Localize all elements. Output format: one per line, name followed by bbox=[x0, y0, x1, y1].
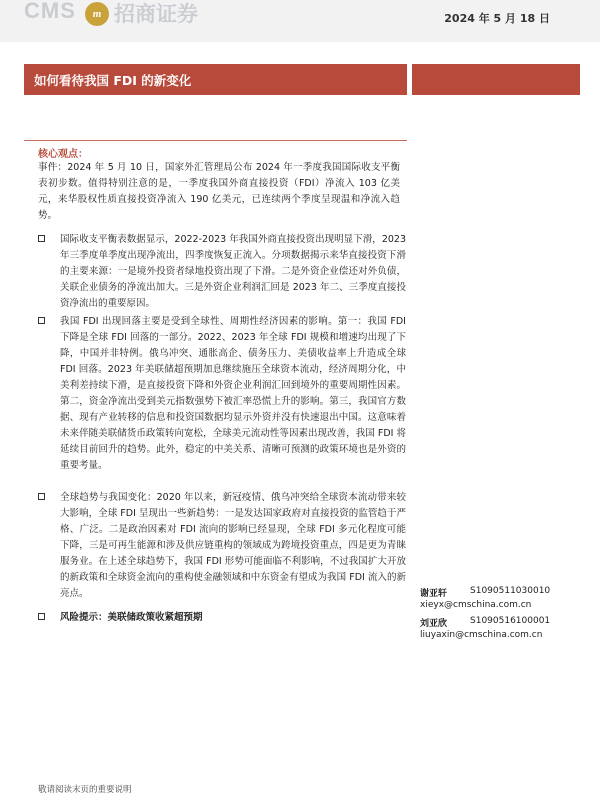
footer-disclaimer: 敬请阅读末页的重要说明 bbox=[38, 785, 132, 795]
report-title: 如何看待我国 FDI 的新变化 bbox=[34, 73, 192, 88]
analyst-email[interactable]: xieyx@cmschina.com.cn bbox=[420, 600, 532, 610]
square-bullet-icon bbox=[38, 235, 45, 242]
logo-chinese-name: 招商证券 bbox=[114, 2, 198, 26]
core-views-label: 核心观点： bbox=[38, 149, 88, 160]
analyst-license-code: S1090511030010 bbox=[470, 586, 551, 596]
event-paragraph: 事件：2024 年 5 月 10 日，国家外汇管理局公布 2024 年一季度我国国际收支平衡表初步数。值得特别注意的是，一季度我国外商直接投资（FDI）净流入 103 亿美元，来华股权性质直接投资净流入 190 亿美元，已连续两个季度呈现温和净流入趋势。 bbox=[38, 162, 400, 221]
square-bullet-icon bbox=[38, 317, 45, 324]
bullet-text: 我国 FDI 出现回落主要是受到全球性、周期性经济因素的影响。第一：我国 FDI 下降是全球 FDI 回落的一部分。2022、2023 年全球 FDI 规模和增速均出现了下降，中国并非特例。俄乌冲突、通胀高企、债务压力、美债收益率上升造成全球 FDI 回落。2023 年美联储超预期加息继续施压全球资本流动，经济周期分化，中美利差持续下滑，是直接投资下降和外资企业利润汇回到境外的重要周期性因素。第二，资金净流出受到美元指数强势下被汇率恐慌上升的影响。第三，我国官方数据、现有产业转移的信息和投资国数据均显示外资并没有快速退出中国。这意味着未来伴随美联储货币政策转向宽松，全球美元流动性等因素出现改善，我国 FDI 将延续目前回升的趋势。此外，稳定的中美关系、清晰可预测的政策环境也是外资的重要考量。 bbox=[60, 316, 406, 471]
analyst-1-name-line bbox=[420, 586, 551, 599]
title-bar bbox=[24, 64, 407, 95]
analyst-name: 谢亚轩 bbox=[420, 589, 448, 599]
page-header bbox=[0, 0, 600, 42]
risk-warning: 风险提示：美联储政策收紧超预期 bbox=[60, 612, 203, 623]
bullet-text: 国际收支平衡表数据显示，2022-2023 年我国外商直接投资出现明显下滑，2023 年三季度单季度出现净流出，四季度恢复正流入。分项数据揭示来华直接投资下滑的主要来源：一是境外投资者绿地投资出现了下滑。二是外资企业偿还对外负债，关联企业债务的净流出加大。三是外资企业利润汇回是 2023 年二、三季度直接投资净流出的重要原因。 bbox=[60, 234, 406, 309]
analyst-name: 刘亚欣 bbox=[420, 619, 448, 629]
logo-cms: CMS bbox=[24, 0, 76, 23]
analyst-license-code: S1090516100001 bbox=[470, 616, 551, 626]
bullet-text: 全球趋势与我国变化：2020 年以来，新冠疫情、俄乌冲突给全球资本流动带来较大影响，全球 FDI 呈现出一些新趋势：一是发达国家政府对直接投资的监管趋于严格、广泛。二是政治因素对 FDI 流向的影响已经显现，全球 FDI 多元化程度可能下降，三是可再生能源和涉及供应链重构的领域成为跨境投资重点，四是更为青睐服务业。在上述全球趋势下，我国 FDI 形势可能面临不利影响，不过我国扩大开放的新政策和全球资金流向的重构使金融领域和中东资金有望成为我国 FDI 流入的新亮点。 bbox=[60, 492, 406, 599]
logo-badge-icon: m bbox=[85, 2, 109, 26]
square-bullet-icon bbox=[38, 493, 45, 500]
analyst-2-name-line bbox=[420, 616, 551, 629]
title-bar-right-block bbox=[412, 64, 580, 95]
square-bullet-icon bbox=[38, 613, 45, 620]
analyst-email[interactable]: liuyaxin@cmschina.com.cn bbox=[420, 630, 543, 640]
report-date: 2024 年 5 月 18 日 bbox=[444, 12, 550, 25]
section-divider bbox=[24, 140, 407, 141]
